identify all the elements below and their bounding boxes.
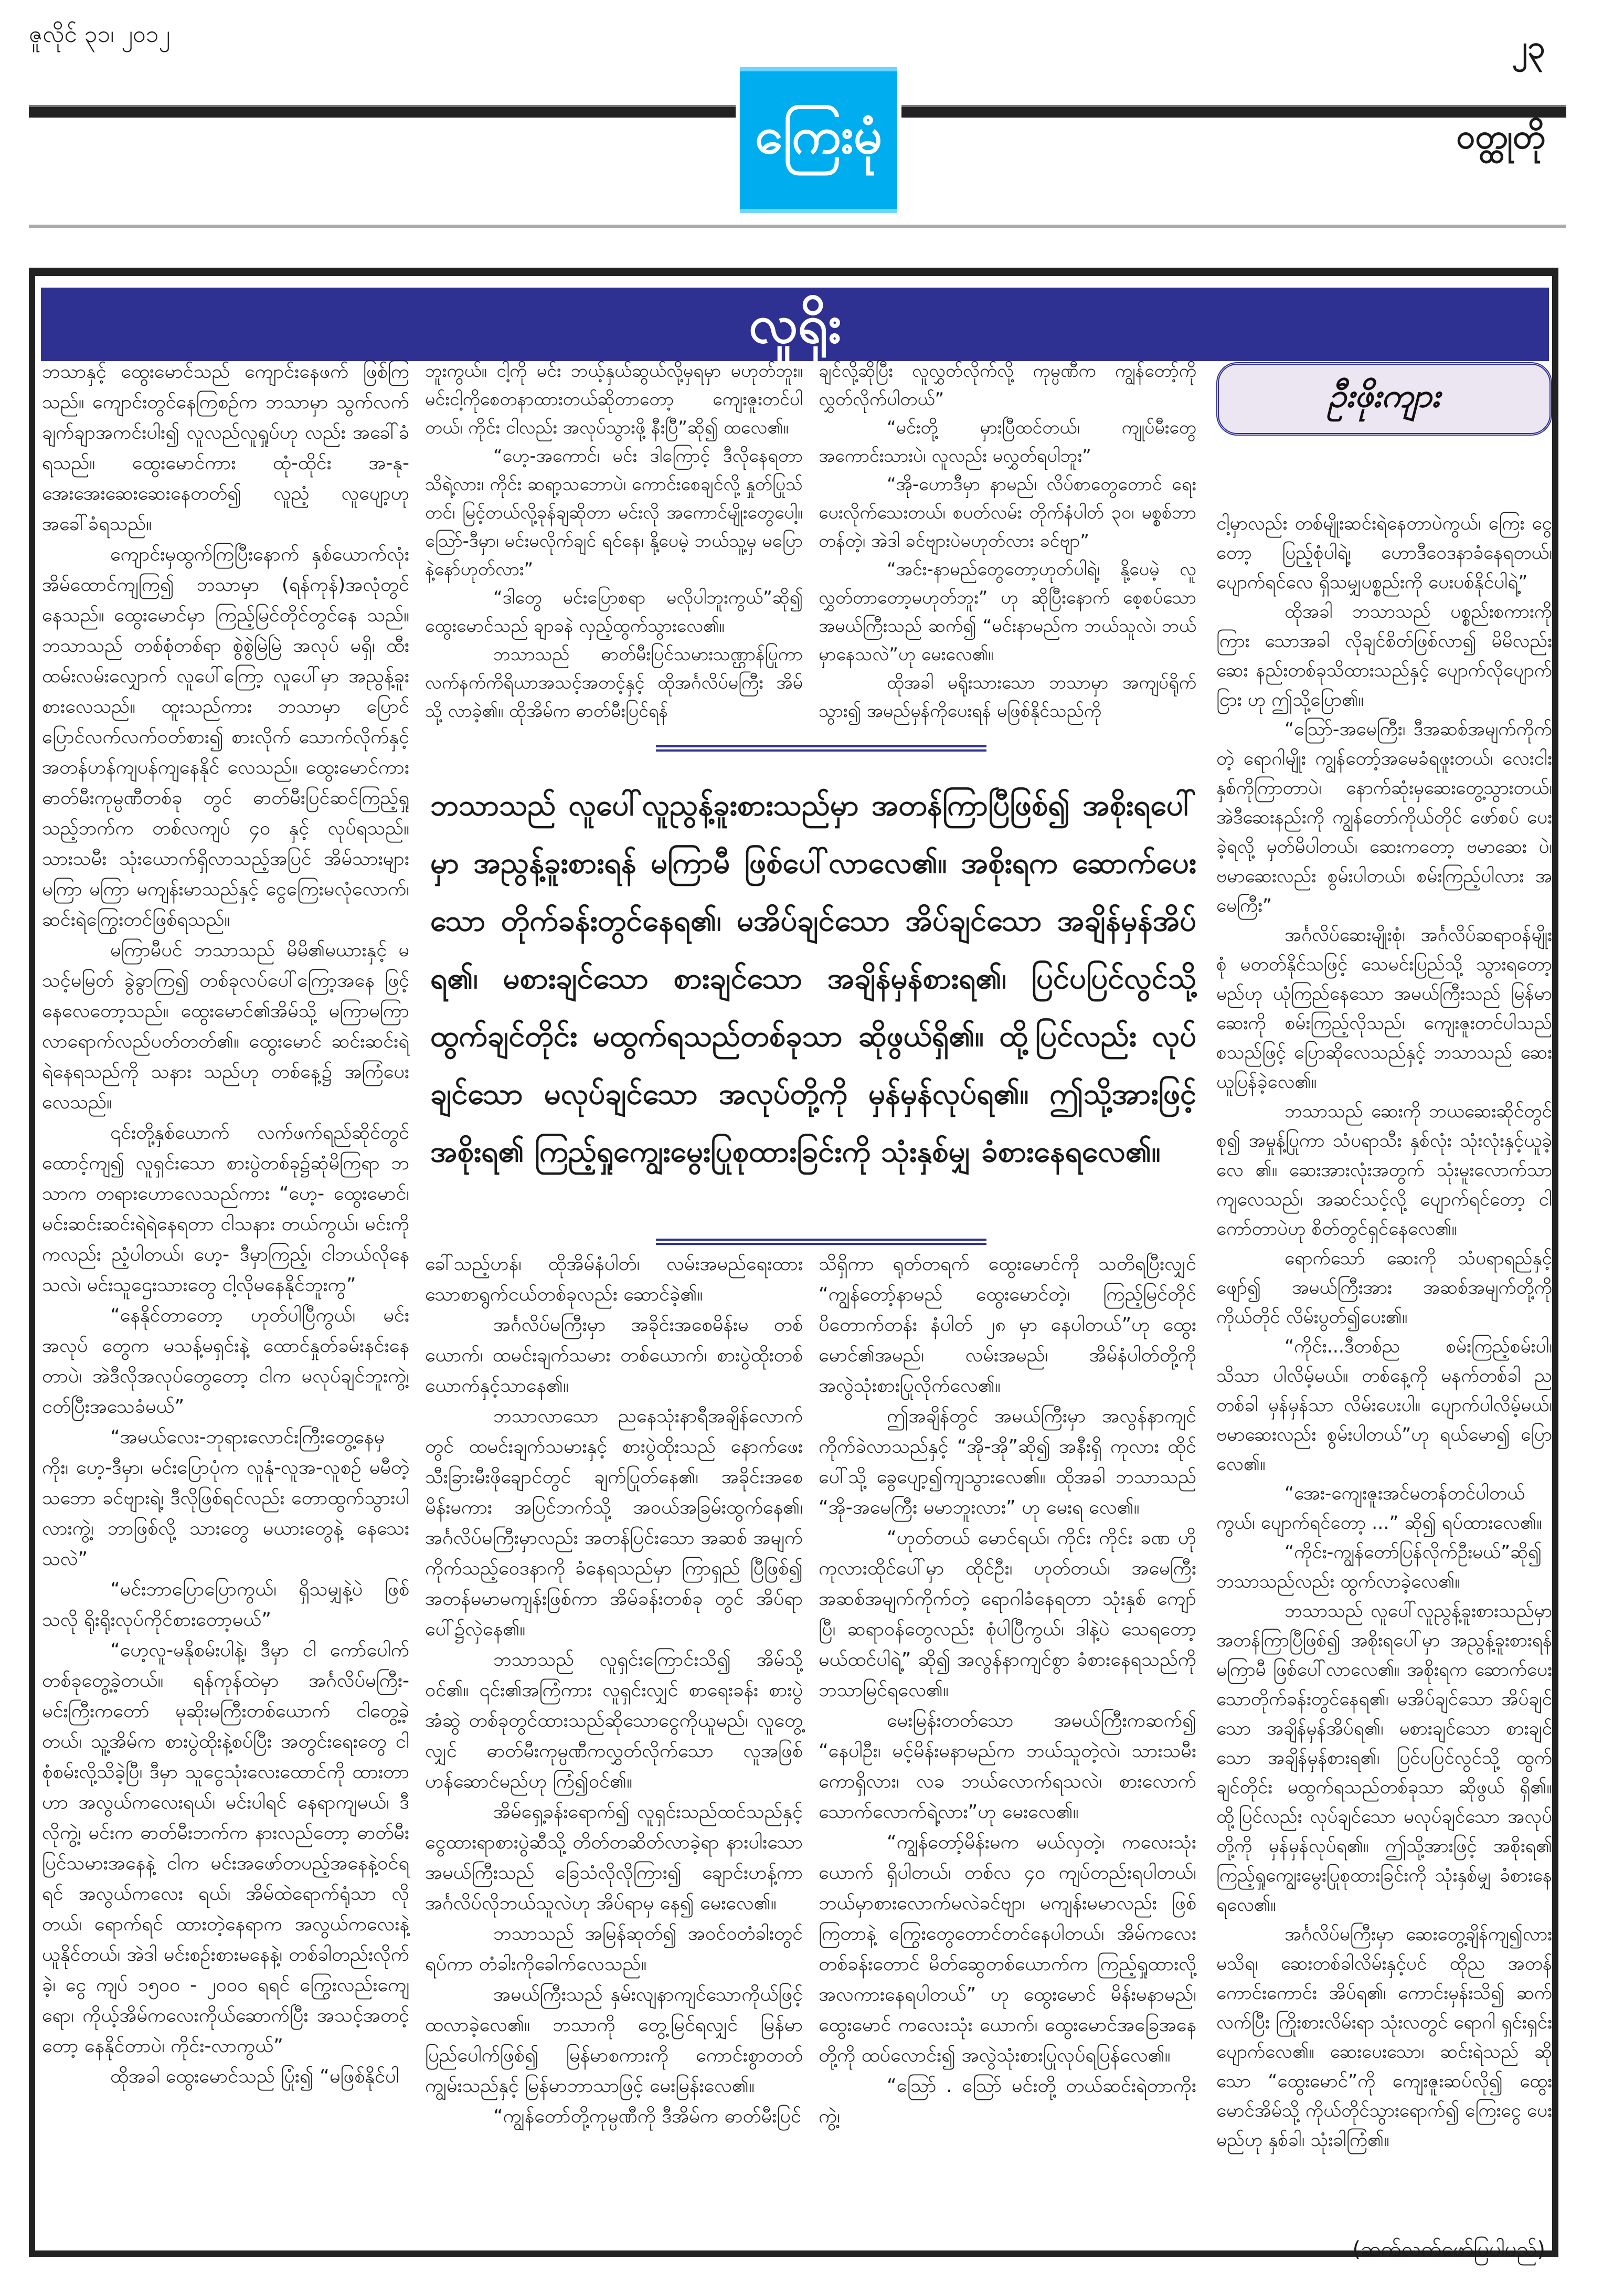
page-number: ၂၃ — [1512, 29, 1545, 66]
paragraph: ထိုအခါ ဘသာသည် ပစ္စည်းစကားကို ကြား သောအခါ လိုချင်စိတ်ဖြစ်လာ၍ မိမိလည်း ဆေး နည်းတစ်ခုသိထားသည်နှင့် ပျောက်လိုပျောက်ငြား ဟု ဤသို့ပြော၏။ — [1216, 601, 1552, 711]
paragraph: “ကျွန်တော်တို့ကုမ္ပဏီကို ဒီအိမ်က ဓာတ်မီးပြင် — [493, 2106, 801, 2127]
paragraph: ဘသာသည် ဆေးကို ဘယဆေးဆိုင်တွင်စု၍ အမှုန့်ပြုကာ သံပရာသီး နှစ်လုံး သုံးလုံးနှင့်ယူခဲ့လေ ၏။ ဆေးအားလုံးအတွက် သုံးမူးလောက်သာ ကျလေသည်၊ အဆင်သင့်လို့ ပျောက်ရင်တော့ ငါကော်တာပဲဟု စိတ်တွင်ရှင်နေလေ၏။ — [1216, 1101, 1552, 1240]
article-title: လူရိုး — [748, 293, 842, 355]
column-1 — [42, 357, 409, 2092]
paragraph: အင်္ဂလိပ်မကြီးမှာ အခိုင်းအစေမိန်းမ တစ်ယောက်၊ ထမင်းချက်သမား တစ်ယောက်၊ စားပွဲထိုးတစ်ယောက်နှင့်သာနေ၏။ — [425, 1314, 803, 1397]
pull-quote-rule-bottom — [656, 1239, 986, 1245]
column-3-top — [819, 357, 1196, 725]
paragraph: ၎င်းတို့နှစ်ယောက် လက်ဖက်ရည်ဆိုင်တွင် ထောင့်ကျ၍ လူရှင်းသော စားပွဲတစ်ခု၌ဆုံမိကြရာ ဘသာက တရားဟောလေသည်ကား “ဟေ့- ထွေးမောင်၊ မင်းဆင်းဆင်းရဲရဲနေရတာ ငါသနား တယ်ကွယ်၊ မင်းကိုကလည်း ညံ့ပါတယ်၊ ဟေ့- ဒီမှာကြည့်၊ ငါဘယ်လိုနေသလဲ၊ မင်းသူဌေးသားတွေ ငါ့လိုမနေနိုင်ဘူးကွ” — [42, 1122, 409, 1296]
paragraph: အိမ်ရှေ့ခန်းရောက်၍ လူရှင်းသည်ထင်သည်နှင့် ငွေထားရာစားပွဲဆီသို့ တိတ်တဆိတ်လာခဲ့ရာ နားပါးသော အမယ်ကြီးသည် ခြေသံလိုလိုကြား၍ ချောင်းဟန့်ကာ အင်္ဂလိပ်လိုဘယ်သူလဲဟု အိပ်ရာမှ နေ၍ မေးလေ၏။ — [425, 1801, 803, 1914]
paragraph: “မင်းဘာပြောပြောကွယ်၊ ရှိသမျှနဲ့ပဲ ဖြစ်သလို ရိုးရိုးလုပ်ကိုင်စားတော့မယ်” — [42, 1579, 409, 1631]
pull-quote-text: ဘသာသည် လူပေါ်လူညွန့်ခူးစားသည်မှာ အတန်ကြာပြီဖြစ်၍ အစိုးရပေါ်မှာ အညွန့်ခူးစားရန် မကြာမီ ဖြစ်ပေါ်လာလေ၏။ အစိုးရက ဆောက်ပေးသော တိုက်ခန်းတွင်နေရ၏၊ မအိပ်ချင်သော အိပ်ချင်သော အချိန်မှန်အိပ်ရ၏၊ မစားချင်သော စားချင်သော အချိန်မှန်စားရ၏၊ ပြင်ပပြင်လွင်သို့ ထွက်ချင်တိုင်း မထွက်ရသည်တစ်ခုသာ ဆိုဖွယ်ရှိ၏။ ထို့ပြင်လည်း လုပ်ချင်သော မလုပ်ချင်သော အလုပ်တို့ကို မှန်မှန်လုပ်ရ၏။ ဤသို့အားဖြင့် အစိုးရ၏ ကြည့်ရှုကျွေးမွေးပြုစုထားခြင်းကို သုံးနှစ်မျှ ခံစားနေရလေ၏။ — [430, 788, 1196, 1169]
paragraph: ဘူးကွယ်။ ငါ့ကို မင်း ဘယ့်နှယ်ဆွယ်လို့မှရမှာ မဟုတ်ဘူး။ မင်းငါ့ကိုစေတနာထားတယ်ဆိုတာတော့ ကျေးဇူးတင်ပါတယ်၊ ကိုင်း ငါလည်း အလုပ်သွားဖို့ နီးပြီ”ဆို၍ ထလေ၏။ — [425, 361, 803, 438]
paragraph: ကျောင်းမှထွက်ကြပြီးနောက် နှစ်ယောက်လုံး အိမ်ထောင်ကျကြ၍ ဘသာမှာ (ရန်ကုန်)အလုံတွင် နေသည်။ ထွေးမောင်မှာ ကြည့်မြင်တိုင်တွင်နေ သည်။ ဘသာသည် တစ်စုံတစ်ရာ စွဲစွဲမြဲမြဲ အလုပ် မရှိ၊ ထီးထမ်းလမ်းလျှောက် လူပေါ်ကြော့ လူပေါ်မှာ အညွန့်ခူးစားလေသည်။ ထူးသည်ကား ဘသာမှာ ပြောင်ပြောင်လက်လက်ဝတ်စား၍ စားလိုက် သောက်လိုက်နှင့် အတန်ဟန်ကျပန်ကျနေနိုင် လေသည်။ ထွေးမောင်ကား ဓာတ်မီးကုမ္ပဏီတစ်ခု တွင် ဓာတ်မီးပြင်ဆင်ကြည့်ရှုသည့်ဘက်က တစ်လကျပ် ၄၀ နှင့် လုပ်ရသည်။ သားသမီး သုံးယောက်ရှိလာသည့်အပြင် အိမ်သားများ မကြာ မကြာ မကျန်းမာသည်နှင့် ငွေကြေးမလုံလောက်၊ ဆင်းရဲကြွေးတင်ဖြစ်ရသည်။ — [42, 544, 409, 931]
paragraph: ရောက်သော် ဆေးကို သံပရာရည်နှင့်ဖျော်၍ အမယ်ကြီးအား အဆစ်အမျက်တို့ကို ကိုယ်တိုင် လိမ်းပွတ်၍ပေး၏။ — [1216, 1248, 1552, 1328]
paragraph: “နေနိုင်တာတော့ ဟုတ်ပါပြီကွယ်၊ မင်းအလုပ် တွေက မသန့်မရှင်းနဲ့ ထောင်နှုတ်ခမ်းနင်းနေတာပဲ၊ အဲဒီလိုအလုပ်တွေတော့ ငါက မလုပ်ချင်ဘူးကွဲ့၊ ငတ်ပြီးအသေခံမယ်” — [42, 1305, 409, 1418]
continued-note: (ဆက်လက်ဖော်ပြပါမည်) — [1352, 2237, 1545, 2262]
paragraph: ငါ့မှာလည်း တစ်မျိုးဆင်းရဲနေတာပဲကွယ်၊ ကြေး ငွေတော့ ပြည့်စုံပါရဲ့၊ ဟောဒီဝေဒနာခံနေရတယ်၊ ပျောက်ရင်လေ ရှိသမျှပစ္စည်းကို ပေးပစ်နိုင်ပါရဲ့” — [1216, 513, 1552, 593]
issue-date: ဇူလိုင် ၃၁၊ ၂၀၁၂ — [29, 21, 170, 48]
paragraph: “အေး-ကျေးဇူးအင်မတန်တင်ပါတယ်ကွယ်၊ ပျောက်ရင်တော့ ...” ဆို၍ ရပ်ထားလေ၏။ — [1216, 1483, 1542, 1534]
paragraph: “အို-ဟောဒီမှာ နာမည်၊ လိပ်စာတွေတောင် ရေးပေးလိုက်သေးတယ်၊ စပတ်လမ်း တိုက်နံပါတ် ၃၀၊ မစ္စစ်ဘာတန်တဲ့၊ အဲဒါ ခင်ဗျားပဲမဟုတ်လား ခင်ဗျာ” — [819, 474, 1196, 552]
logo-text: ကြေးမုံ — [755, 106, 883, 165]
author-name: ဦးဖိုးကျား — [1328, 376, 1440, 415]
paragraph: ဘသာသည် လူပေါ်လူညွန့်ခူးစားသည်မှာ အတန်ကြာပြီဖြစ်၍ အစိုးရပေါ်မှာ အညွန့်ခူးစားရန် မကြာမီ ဖြစ်ပေါ်လာလေ၏။ အစိုးရက ဆောက်ပေး သောတိုက်ခန်းတွင်နေရ၏၊ မအိပ်ချင်သော အိပ်ချင်သော အချိန်မှန်အိပ်ရ၏၊ မစားချင်သော စားချင်သော အချိန်မှန်စားရ၏၊ ပြင်ပပြင်လွင်သို့ ထွက်ချင်တိုင်း မထွက်ရသည်တစ်ခုသာ ဆိုဖွယ် ရှိ၏။ ထို့ပြင်လည်း လုပ်ချင်သော မလုပ်ချင်သော အလုပ်တို့ကို မှန်မှန်လုပ်ရ၏။ ဤသို့အားဖြင့် အစိုးရ၏ ကြည့်ရှုကျွေးမွေးပြုစုထားခြင်းကို သုံးနှစ်မျှ ခံစားနေရလေ၏။ — [1216, 1601, 1552, 1916]
paragraph: ဘသာနှင့် ထွေးမောင်သည် ကျောင်းနေဖက် ဖြစ်ကြသည်။ ကျောင်းတွင်နေကြစဉ်က ဘသာမှာ သွက်လက်ချက်ချာအကင်းပါး၍ လူလည်လူရှုပ်ဟု လည်း အခေါ်ခံရသည်။ ထွေးမောင်ကား ထုံ-ထိုင်း အ-နု- အေးအေးဆေးဆေးနေတတ်၍ လူညံ့ လူပျော့ဟု အခေါ်ခံရသည်။ — [42, 361, 409, 535]
column-2-bottom — [425, 1249, 803, 2132]
header-rule-bottom — [29, 225, 1566, 228]
paragraph: အင်္ဂလိပ်မကြီးမှာ ဆေးတွေ့ချိန်ကျ၍လား မသိရ၊ ဆေးတစ်ခါလိမ်းနှင့်ပင် ထိုည အတန် ကောင်းကောင်း အိပ်ရ၏၊ ကောင်းမှန်းသိ၍ ဆက် လက်ပြီး ကြိုးစားလိမ်းရာ သုံးလတွင် ရောဂါ ရှင်းရှင်းပျောက်လေ၏။ ဆေးပေးသော၊ ဆင်းရဲသည် ဆိုသော “ထွေးမောင်”ကို ကျေးဇူးဆပ်လို၍ ထွေးမောင်အိမ်သို့ ကိုယ်တိုင်သွားရောက်၍ ကြေးငွေ ပေးမည်ဟု နှစ်ခါ၊ သုံးခါကြံ၏။ — [1216, 1924, 1552, 2151]
author-box — [1216, 362, 1552, 436]
paragraph: မေးမြန်းတတ်သော အမယ်ကြီးကဆက်၍ “နေပါဦး၊ မင့်မိန်းမနာမည်က ဘယ်သူတဲ့လဲ၊ သားသမီးကောရှိလား၊ လခ ဘယ်လောက်ရသလဲ၊ စားလောက်သောက်လောက်ရဲ့လား”ဟု မေးလေ၏။ — [819, 1710, 1196, 1823]
paragraph: “ကိုင်း-ကျွန်တော်ပြန်လိုက်ဦးမယ်”ဆို၍ ဘသာသည်လည်း ထွက်လာခဲ့လေ၏။ — [1216, 1542, 1542, 1592]
column-3-bottom — [819, 1249, 1196, 2132]
paragraph: အင်္ဂလိပ်ဆေးမျိုးစုံ၊ အင်္ဂလိပ်ဆရာဝန်မျိုးစုံ မတတ်နိုင်သဖြင့် သေမင်းပြည်သို့ သွားရတော့ မည်ဟု ယုံကြည်နေသော အမယ်ကြီးသည် မြန်မာ ဆေးကို စမ်းကြည့်လိုသည်၊ ကျေးဇူးတင်ပါသည် စသည်ဖြင့် ပြောဆိုလေသည်နှင့် ဘသာသည် ဆေးယူပြန်ခဲ့လေ၏။ — [1216, 925, 1552, 1093]
paragraph: ခေါ်သည့်ဟန်၊ ထိုအိမ်နံပါတ်၊ လမ်းအမည်ရေးထား သောစာရွက်ငယ်တစ်ခုလည်း ဆောင်ခဲ့၏။ — [425, 1253, 803, 1305]
paragraph: ထိုအခါ မရိုးသားသော ဘသာမှာ အကျပ်ရိုက် သွား၍ အမည်မှန်ကိုပေးရန် မဖြစ်နိုင်သည်ကို — [819, 672, 1196, 722]
paragraph: “ဟေ့-အကောင်၊ မင်း ဒါကြောင့် ဒီလိုနေရတာ သိရဲ့လား၊ ကိုင်း ဆရာ့သဘောပဲ၊ ကောင်းစေချင်လို့ နှုတ်ပြုသ်တင်၊ မြင့်တယ်လို့ခုန်ချဆိုတာ မင်းလို အကောင်မျိုးတွေပေါ့။ ဩော်-ဒီမှာ၊ မင်းမလိုက်ချင် ရင်နေ၊ နို့ပေမဲ့ ဘယ်သူ့မှ မပြောနဲ့နော်ဟုတ်လား” — [425, 446, 803, 580]
pull-quote — [430, 745, 1196, 1249]
paragraph: “ကိုင်း...ဒီတစ်ည စမ်းကြည့်စမ်းပါ၊ သိသာ ပါလိမ့်မယ်။ တစ်နေ့ကို မနက်တစ်ခါ ညတစ်ခါ မှန်မှန်သာ လိမ်းပေးပါ။ ပျောက်ပါလိမ့်မယ်၊ ဗမာဆေးလည်း စွမ်းပါတယ်”ဟု ရယ်မော၍ ပြောလေ၏။ — [1216, 1336, 1552, 1475]
paragraph: “အမယ်လေး-ဘုရားလောင်းကြီးတွေ့နေမှ ကိုး၊ ဟေ့-ဒီမှာ၊ မင်းပြောပုံက လူနုံ-လူအ-လူစဉ် မမီတဲ့သဘော ခင်ဗျားရဲ့၊ ဒီလိုဖြစ်ရင်လည်း တောထွက်သွားပါလားကွဲ့၊ ဘာဖြစ်လို့ သားတွေ မယားတွေနဲ့ နေသေးသလဲ” — [42, 1426, 409, 1570]
paragraph: မကြာမီပင် ဘသာသည် မိမိ၏မယားနှင့် မသင့်မမြတ် ခွဲခွာကြ၍ တစ်ခုလပ်ပေါ်ကြော့အနေ ဖြင့် နေလေတော့သည်။ ထွေးမောင်၏အိမ်သို့ မကြာမကြာ လာရောက်လည်ပတ်တတ်၏။ ထွေးမောင် ဆင်းဆင်းရဲရဲနေရသည်ကို သနား သည်ဟု တစ်နေ့၌ အကြံပေးလေသည်။ — [42, 939, 409, 1113]
pull-quote-rule-top — [656, 745, 986, 752]
paragraph: “မင်းတို့ မှားပြီထင်တယ်၊ ကျုပ်မီးတွေ အကောင်းသားပဲ၊ လူလည်း မလွှတ်ရပါဘူး” — [819, 417, 1196, 467]
article-title-banner — [41, 288, 1549, 361]
paragraph: ဘသာသည် ဓာတ်မီးပြင်သမားသဏ္ဌာန်ပြုကာ လက်နက်ကိရိယာအသင့်အတင့်နှင့် ထိုအင်္ဂလိပ်မကြီး အိမ်သို့ လာခဲ့၏။ ထိုအိမ်က ဓာတ်မီးပြင်ရန် — [425, 644, 803, 722]
newspaper-logo — [740, 67, 897, 213]
paragraph: “ဩော်-အမေကြီး၊ ဒီအဆစ်အမျက်ကိုက်တဲ့ ရောဂါမျိုး ကျွန်တော့်အမေခံရဖူးတယ်၊ လေးငါး နှစ်ကိုကြာတာပဲ၊ နောက်ဆုံးမှဆေးတွေ့သွားတယ်၊ အဲဒီဆေးနည်းကို ကျွန်တော်ကိုယ်တိုင် ဖော်စပ် ပေးခဲ့ရလို့ မှတ်မိပါတယ်၊ ဆေးကတော့ ဗမာဆေး ပဲ၊ ဗမာဆေးလည်း စွမ်းပါတယ်၊ စမ်းကြည့်ပါလား အမေကြီး” — [1216, 719, 1552, 916]
paragraph: ချင်လို့ဆိုပြီး လူလွှတ်လိုက်လို့ ကုမ္ပဏီက ကျွန်တော့်ကို လွှတ်လိုက်ပါတယ်” — [819, 361, 1196, 410]
paragraph: “ကျွန်တော့်မိန်းမက မယ်လှတဲ့၊ ကလေးသုံး ယောက် ရှိပါတယ်၊ တစ်လ ၄၀ ကျပ်တည်းရပါတယ်၊ ဘယ်မှာစားလောက်မလဲခင်ဗျာ၊ မကျန်းမမာလည်း ဖြစ်ကြတာနဲ့ ကြွေးတွေတောင်တင်နေပါတယ်၊ အိမ်ကလေးတစ်ခန်းတောင် မိတ်ဆွေတစ်ယောက်က ကြည့်ရှုထားလို့ အလကားနေရပါတယ်” ဟု ထွေးမောင် မိန်းမနာမည်၊ ထွေးမောင် ကလေးသုံး ယောက်၊ ထွေးမောင်အခြေအနေတို့ကို ထပ်လောင်း၍ အလွဲသုံးစားပြုလုပ်ရပြန်လေ၏။ — [819, 1832, 1196, 2066]
paragraph: ဘသာသည် အမြန်ဆုတ်၍ အဝင်ဝတံခါးတွင် ရပ်ကာ တံခါးကိုခေါက်လေသည်။ — [425, 1923, 803, 1975]
paragraph: ထိုအခါ ထွေးမောင်သည် ပြုံး၍ “မဖြစ်နိုင်ပါ — [110, 2066, 399, 2087]
paragraph: “ဒါတွေ မင်းပြောစရာ မလိုပါဘူးကွယ်”ဆို၍ ထွေးမောင်သည် ချာခနဲ လှည့်ထွက်သွားလေ၏။ — [425, 587, 803, 637]
paragraph: “အင်း-နာမည်တွေတော့ဟုတ်ပါရဲ့၊ နို့ပေမဲ့ လူလွှတ်တာတော့မဟုတ်ဘူး” ဟု ဆိုပြီးနောက် စေ့စပ်သောအမယ်ကြီးသည် ဆက်၍ “မင်းနာမည်က ဘယ်သူလဲ၊ ဘယ်မှာနေသလဲ”ဟု မေးလေ၏။ — [819, 559, 1196, 665]
column-4 — [1216, 509, 1552, 2155]
paragraph: “ဩော် . ဩော် မင်းတို့ တယ်ဆင်းရဲတာကိုးကွဲ့၊ — [819, 2075, 1196, 2127]
paragraph: အမယ်ကြီးသည် နှမ်းလျနာကျင်သောကိုယ်ဖြင့် ထလာခဲ့လေ၏။ ဘသာကို တွေ့မြင်ရလျှင် မြန်မာ ပြည်ပေါက်ဖြစ်၍ မြန်မာစကားကို ကောင်းစွာတတ် ကျွမ်းသည်နှင့် မြန်မာဘာသာဖြင့် မေးမြန်းလေ၏။ — [425, 1984, 803, 2097]
paragraph: ဤအချိန်တွင် အမယ်ကြီးမှာ အလွန်နာကျင် ကိုက်ခဲလာသည်နှင့် “အို-အို”ဆို၍ အနီးရှိ ကုလား ထိုင်ပေါ်သို့ ခွေပျော့၍ကျသွားလေ၏။ ထိုအခါ ဘသာသည် “အို-အမေကြီး မမာဘူးလား” ဟု မေးရ လေ၏။ — [819, 1406, 1196, 1518]
section-label: ဝတ္ထုတို — [1456, 118, 1545, 156]
paragraph: ဘသာလာသော ညနေသုံးနာရီအချိန်လောက် တွင် ထမင်းချက်သမားနှင့် စားပွဲထိုးသည် နောက်ဖေး သီးခြားမီးဖိုချောင်တွင် ချက်ပြုတ်နေ၏၊ အခိုင်းအစေ မိန်းမကား အပြင်ဘက်သို့ အဝယ်အခြမ်းထွက်နေ၏၊ အင်္ဂလိပ်မကြီးမှာလည်း အတန်ပြင်းသော အဆစ် အမျက်ကိုက်သည့်ဝေဒနာကို ခံနေရသည်မှာ ကြာရှည် ပြီဖြစ်၍ အတန်မမာမကျန်းဖြစ်ကာ အိမ်ခန်းတစ်ခု တွင် အိပ်ရာပေါ်၌လှဲနေ၏။ — [425, 1406, 803, 1640]
column-2-top — [425, 357, 803, 725]
paragraph: ဘသာသည် လူရှင်းကြောင်းသိ၍ အိမ်သို့ဝင်၏။ ၎င်း၏အကြံကား လူရှင်းလျှင် စာရေးခန်း စားပွဲအံဆွဲ တစ်ခုတွင်ထားသည်ဆိုသောငွေကိုယူမည်၊ လူတွေ့ လျှင် ဓာတ်မီးကုမ္ပဏီကလွှတ်လိုက်သော လူအဖြစ် ဟန်ဆောင်မည်ဟု ကြံ၍ဝင်၏။ — [425, 1649, 803, 1792]
paragraph: သိရှိကာ ရုတ်တရက် ထွေးမောင်ကို သတိရပြီးလျှင် “ကျွန်တော့်နာမည် ထွေးမောင်တဲ့၊ ကြည့်မြင်တိုင် ပိတောက်တန်း နံပါတ် ၂၈ မှာ နေပါတယ်”ဟု ထွေးမောင်၏အမည်၊ လမ်းအမည်၊ အိမ်နံပါတ်တို့ကို အလွဲသုံးစားပြုလိုက်လေ၏။ — [819, 1253, 1196, 1397]
paragraph: “ဟေ့လူ-မနိုစမ်းပါနဲ့၊ ဒီမှာ ငါ ကော်ပေါက် တစ်ခုတွေ့ခဲ့တယ်။ ရန်ကုန်ထဲမှာ အင်္ဂလိပ်မကြီး- မင်းကြီးကတော် မုဆိုးမကြီးတစ်ယောက် ငါတွေ့ခဲ့ တယ်၊ သူ့အိမ်က စားပွဲထိုးနဲ့စပ်ပြီး အတွင်းရေးတွေ ငါစုံစမ်းလို့သိခဲ့ပြီ၊ ဒီမှာ သူငွေသုံးလေးထောင်ကို ထားတာဟာ အလွယ်ကလေးရယ်၊ မင်းပါရင် နေရာကျမယ်၊ ဒီလိုကွဲ့၊ မင်းက ဓာတ်မီးဘက်က နားလည်တော့ ဓာတ်မီးပြင်သမားအနေနဲ့ ငါက မင်းအဖော်တပည့်အနေနဲ့ဝင်ရရင် အလွယ်ကလေး ရယ်၊ အိမ်ထဲရောက်ရုံသာ လိုတယ်၊ ရောက်ရင် ထားတဲ့နေရာက အလွယ်ကလေးနဲ့ ယူနိုင်တယ်၊ အဲဒါ မင်းစဉ်းစားမနေနဲ့၊ တစ်ခါတည်းလိုက်ခဲ့၊ ငွေ ကျပ် ၁၅၀၀ - ၂၀၀၀ ရရင် ကြွေးလည်းကျေရော၊ ကိုယ့်အိမ်ကလေးကိုယ်ဆောက်ပြီး အသင့်အတင့် တော့ နေနိုင်တာပဲ၊ ကိုင်း-လာကွယ်” — [42, 1640, 409, 2057]
paragraph: “ဟုတ်တယ် မောင်ရယ်၊ ကိုင်း ကိုင်း ခဏ ဟိုကုလားထိုင်ပေါ်မှာ ထိုင်ဦး၊ ဟုတ်တယ်၊ အမေကြီး အဆစ်အမျက်ကိုက်တဲ့ ရောဂါခံနေရတာ သုံးနှစ် ကျော်ပြီ၊ ဆရာဝန်တွေလည်း စုံပါပြီကွယ်၊ ဒါနဲ့ပဲ သေရတော့မယ်ထင်ပါရဲ့” ဆို၍ အလွန်နာကျင်စွာ ခံစားနေရသည်ကို ဘသာမြင်ရလေ၏။ — [819, 1527, 1196, 1701]
